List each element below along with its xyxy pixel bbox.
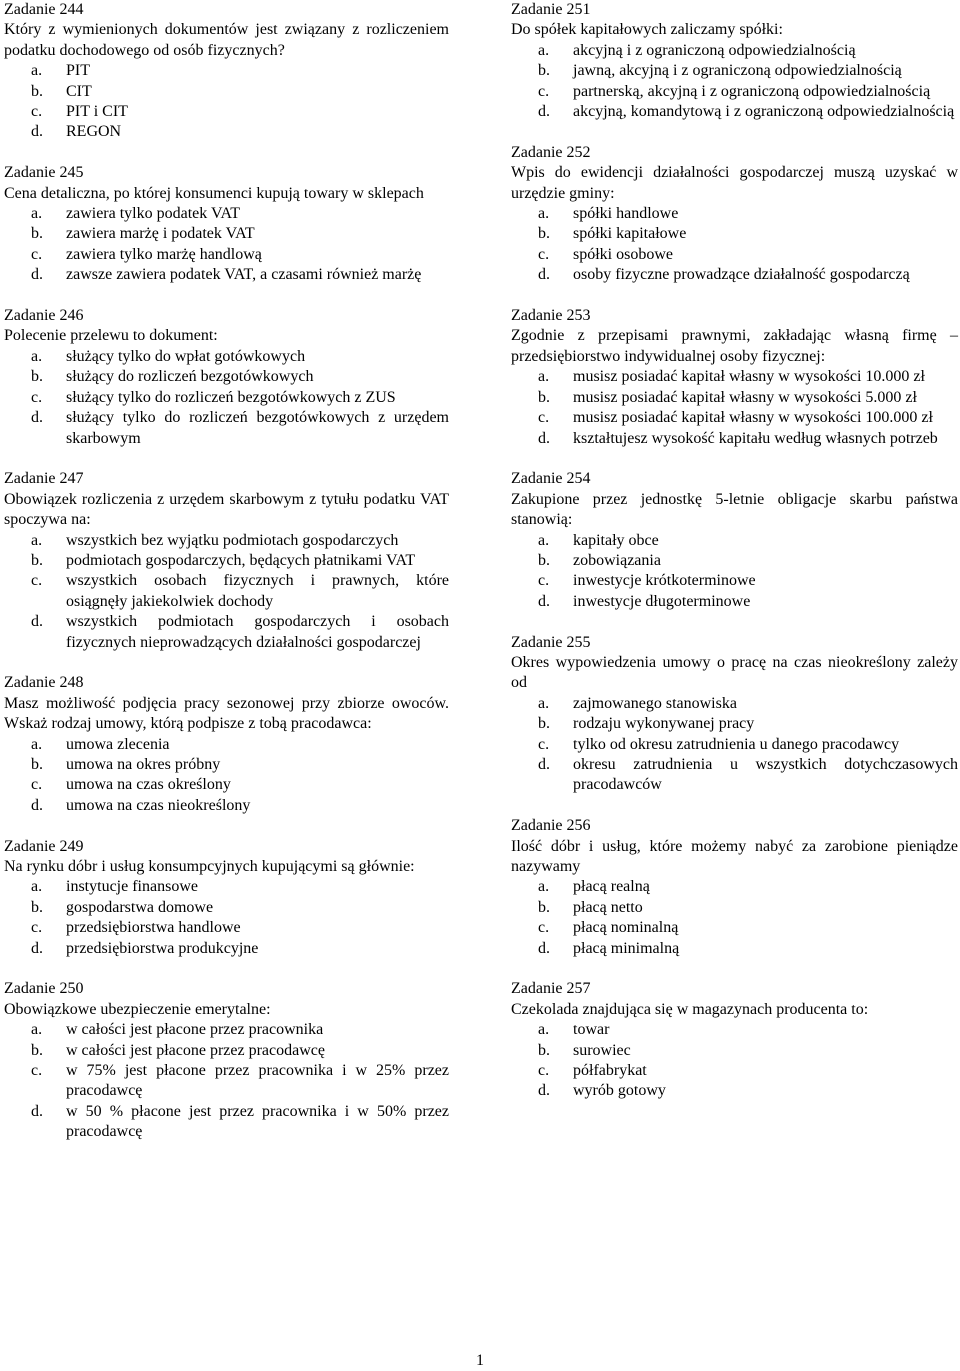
answer-option (511, 82, 958, 102)
option-text: w całości jest płacone przez pracownika (66, 1021, 324, 1039)
answer-option (4, 102, 449, 122)
task-title: Zadanie 251 (511, 1, 591, 18)
option-letter: b. (538, 388, 550, 406)
answer-option (511, 367, 958, 387)
option-letter: a. (538, 205, 550, 223)
task-question: Ilość dóbr i usług, które możemy nabyć za zarobione pieniądze nazywamy (511, 837, 958, 875)
option-text: spółki kapitałowe (573, 225, 687, 243)
option-text: służący tylko do rozliczeń bezgotówkowych z urzędem skarbowym (66, 409, 449, 447)
answer-option (4, 367, 449, 387)
answer-option (511, 755, 958, 796)
option-letter: a. (31, 878, 43, 896)
task-question: Okres wypowiedzenia umowy o pracę na czas nieokreślony zależy od (511, 653, 958, 692)
option-text: umowa zlecenia (66, 735, 170, 753)
option-text: akcyjną, komandytową i z ograniczoną odpowiedzialnością (573, 103, 955, 121)
option-text: PIT i CIT (66, 103, 128, 121)
page-number: 1 (476, 1352, 484, 1369)
answer-option (511, 224, 958, 244)
answer-option (4, 1020, 449, 1040)
answer-option (4, 408, 449, 449)
option-text: musisz posiadać kapitał własny w wysokości 5.000 zł (573, 388, 917, 406)
answer-option (511, 592, 958, 612)
option-letter: b. (31, 551, 43, 569)
task-question: Cena detaliczna, po której konsumenci kupują towary w sklepach (4, 184, 424, 202)
task (511, 143, 958, 286)
option-letter: a. (31, 1021, 43, 1039)
answer-options (511, 694, 958, 796)
option-text: rodzaju wykonywanej pracy (573, 715, 755, 733)
option-letter: c. (31, 245, 43, 263)
option-letter: d. (538, 939, 550, 957)
answer-option (4, 122, 449, 142)
option-letter: d. (31, 796, 43, 814)
task (4, 469, 449, 653)
task-question: Czekolada znajdująca się w magazynach producenta to: (511, 1000, 869, 1018)
answer-option (511, 1041, 958, 1061)
task-title: Zadanie 255 (511, 633, 591, 651)
option-letter: a. (31, 531, 43, 549)
answer-option (511, 877, 958, 897)
option-text: surowiec (573, 1041, 631, 1059)
answer-option (511, 204, 958, 224)
answer-options (511, 41, 958, 123)
option-text: przedsiębiorstwa produkcyjne (66, 939, 259, 957)
task (4, 0, 449, 143)
option-letter: b. (538, 551, 550, 569)
option-letter: d. (31, 123, 43, 141)
answer-option (511, 571, 958, 591)
answer-option (4, 796, 449, 816)
option-text: kształtujesz wysokość kapitału według własnych potrzeb (573, 429, 938, 447)
task-title: Zadanie 252 (511, 143, 591, 161)
option-letter: d. (538, 429, 550, 447)
answer-options (4, 531, 449, 653)
left-column (4, 0, 449, 1163)
answer-option (4, 347, 449, 367)
task-question: Do spółek kapitałowych zaliczamy spółki: (511, 21, 783, 39)
option-letter: a. (538, 1021, 550, 1039)
option-text: zawiera tylko marżę handlową (66, 245, 262, 263)
answer-option (4, 265, 449, 285)
option-letter: a. (538, 368, 550, 386)
answer-option (4, 82, 449, 102)
option-text: umowa na okres próbny (66, 755, 221, 773)
answer-option (4, 245, 449, 265)
option-letter: c. (31, 776, 43, 794)
option-text: zajmowanego stanowiska (573, 694, 737, 712)
task-title: Zadanie 247 (4, 470, 84, 488)
answer-option (4, 1061, 449, 1102)
answer-option (511, 1020, 958, 1040)
option-text: półfabrykat (573, 1062, 647, 1080)
option-text: płacą netto (573, 898, 643, 916)
option-text: musisz posiadać kapitał własny w wysokości 10.000 zł (573, 368, 925, 386)
task-question: Zgodnie z przepisami prawnymi, zakładając własną firmę – przedsiębiorstwo indywidualnej osoby fizycznej: (511, 327, 958, 365)
task-title: Zadanie 248 (4, 674, 84, 692)
option-letter: d. (538, 103, 550, 121)
task (4, 673, 449, 816)
answer-options (4, 347, 449, 449)
option-text: zawsze zawiera podatek VAT, a czasami również marżę (66, 266, 422, 284)
option-letter: b. (538, 225, 550, 243)
task-question: Wpis do ewidencji działalności gospodarczej muszą uzyskać w urzędzie gminy: (511, 164, 958, 202)
option-text: PIT (66, 62, 90, 80)
answer-options (4, 61, 449, 143)
option-text: w 50 % płacone jest przez pracownika i w 50% przez pracodawcę (66, 1102, 449, 1141)
answer-option (4, 61, 449, 81)
option-letter: a. (538, 878, 550, 896)
option-text: partnerską, akcyjną i z ograniczoną odpowiedzialnością (573, 82, 931, 100)
task-title: Zadanie 250 (4, 980, 84, 998)
option-text: w 75% jest płacone przez pracownika i w 25% przez pracodawcę (66, 1062, 449, 1100)
answer-option (511, 61, 958, 81)
option-text: służący tylko do rozliczeń bezgotówkowych z ZUS (66, 388, 396, 406)
task-question: Masz możliwość podjęcia pracy sezonowej przy zbiorze owoców. Wskaż rodzaj umowy, którą podpisze z tobą pracodawca: (4, 694, 449, 733)
answer-option (511, 265, 958, 285)
option-text: inwestycje krótkoterminowe (573, 572, 756, 590)
option-text: CIT (66, 82, 92, 100)
answer-option (511, 102, 958, 122)
answer-option (511, 408, 958, 428)
option-text: REGON (66, 123, 122, 141)
option-letter: b. (31, 1041, 43, 1059)
option-letter: c. (31, 103, 43, 121)
option-text: inwestycje długoterminowe (573, 592, 751, 610)
option-letter: c. (538, 1062, 550, 1080)
option-letter: c. (538, 82, 550, 100)
option-text: osoby fizyczne prowadzące działalność gospodarczą (573, 266, 910, 284)
option-text: płacą realną (573, 878, 650, 896)
option-text: przedsiębiorstwa handlowe (66, 919, 241, 937)
task (511, 979, 958, 1101)
task-title: Zadanie 246 (4, 307, 84, 325)
option-text: spółki osobowe (573, 245, 673, 263)
answer-option (511, 245, 958, 265)
task (511, 469, 958, 612)
option-text: tylko od okresu zatrudnienia u danego pracodawcy (573, 735, 900, 753)
task-question: Zakupione przez jednostkę 5-letnie obligacje skarbu państwa stanowią: (511, 490, 958, 529)
option-letter: b. (31, 368, 43, 386)
answer-option (511, 551, 958, 571)
task-question: Obowiązek rozliczenia z urzędem skarbowym z tytułu podatku VAT spoczywa na: (4, 490, 449, 529)
option-letter: c. (538, 572, 550, 590)
answer-option (4, 1041, 449, 1061)
answer-option (4, 775, 449, 795)
option-text: podmiotach gospodarczych, będących płatnikami VAT (66, 551, 416, 569)
option-letter: a. (31, 735, 43, 753)
option-letter: b. (31, 225, 43, 243)
task (4, 163, 449, 285)
task-question: Który z wymienionych dokumentów jest związany z rozliczeniem podatku dochodowego od osób fizycznych? (4, 21, 449, 59)
option-letter: a. (31, 347, 43, 365)
answer-options (511, 531, 958, 613)
option-letter: c. (538, 735, 550, 753)
answer-option (4, 571, 449, 612)
task (511, 816, 958, 959)
option-text: musisz posiadać kapitał własny w wysokości 100.000 zł (573, 409, 933, 427)
answer-options (511, 367, 958, 449)
task-question: Na rynku dóbr i usług konsumpcyjnych kupującymi są głównie: (4, 857, 415, 875)
answer-options (511, 204, 958, 286)
task-question: Polecenie przelewu to dokument: (4, 327, 218, 345)
task (511, 306, 958, 449)
answer-option (511, 939, 958, 959)
option-text: służący tylko do wpłat gotówkowych (66, 347, 306, 365)
task (511, 633, 958, 796)
option-letter: c. (31, 388, 43, 406)
option-text: wyrób gotowy (573, 1082, 666, 1100)
answer-option (4, 224, 449, 244)
option-text: płacą minimalną (573, 939, 680, 957)
answer-option (511, 1061, 958, 1081)
option-text: gospodarstwa domowe (66, 898, 214, 916)
option-letter: d. (538, 1082, 550, 1100)
answer-option (511, 1081, 958, 1101)
option-text: instytucje finansowe (66, 878, 198, 896)
option-text: jawną, akcyjną i z ograniczoną odpowiedzialnością (573, 62, 902, 80)
option-letter: a. (31, 62, 43, 80)
answer-options (4, 204, 449, 286)
option-letter: b. (31, 755, 43, 773)
answer-option (511, 41, 958, 61)
answer-options (511, 877, 958, 959)
option-letter: d. (31, 613, 43, 631)
option-letter: a. (538, 694, 550, 712)
right-column (511, 0, 958, 1122)
answer-option (511, 735, 958, 755)
task (4, 979, 449, 1142)
answer-option (511, 694, 958, 714)
option-letter: c. (538, 409, 550, 427)
option-letter: b. (31, 82, 43, 100)
option-letter: a. (538, 531, 550, 549)
option-text: umowa na czas nieokreślony (66, 796, 251, 814)
answer-option (4, 939, 449, 959)
answer-option (4, 877, 449, 897)
option-text: akcyjną i z ograniczoną odpowiedzialnością (573, 41, 856, 59)
option-letter: a. (31, 205, 43, 223)
option-text: w całości jest płacone przez pracodawcę (66, 1041, 325, 1059)
option-letter: c. (31, 572, 43, 590)
option-text: służący do rozliczeń bezgotówkowych (66, 368, 314, 386)
option-text: zawiera marżę i podatek VAT (66, 225, 255, 243)
option-letter: c. (538, 245, 550, 263)
task-title: Zadanie 256 (511, 817, 591, 835)
option-letter: d. (31, 409, 43, 427)
option-letter: d. (31, 266, 43, 284)
option-text: kapitały obce (573, 531, 659, 549)
option-letter: b. (538, 1041, 550, 1059)
option-letter: b. (538, 62, 550, 80)
answer-option (4, 551, 449, 571)
answer-option (4, 1102, 449, 1143)
answer-option (4, 918, 449, 938)
option-letter: b. (538, 715, 550, 733)
option-letter: d. (538, 266, 550, 284)
option-text: spółki handlowe (573, 205, 679, 223)
answer-option (4, 898, 449, 918)
answer-option (511, 714, 958, 734)
option-letter: d. (538, 592, 550, 610)
option-text: płacą nominalną (573, 919, 679, 937)
option-letter: b. (538, 898, 550, 916)
option-text: wszystkich podmiotach gospodarczych i osobach fizycznych nieprowadzących działalności gospodarczej (66, 613, 449, 651)
answer-option (511, 531, 958, 551)
task-question: Obowiązkowe ubezpieczenie emerytalne: (4, 1000, 271, 1018)
answer-option (4, 735, 449, 755)
answer-option (4, 612, 449, 653)
answer-options (4, 735, 449, 817)
option-letter: b. (31, 898, 43, 916)
task (511, 0, 958, 122)
option-letter: c. (538, 919, 550, 937)
option-letter: d. (31, 1102, 43, 1120)
task-title: Zadanie 249 (4, 837, 84, 855)
answer-option (511, 898, 958, 918)
answer-option (511, 388, 958, 408)
option-letter: c. (31, 1062, 43, 1080)
option-text: umowa na czas określony (66, 776, 231, 794)
task-title: Zadanie 254 (511, 470, 591, 488)
option-letter: d. (31, 939, 43, 957)
option-text: zawiera tylko podatek VAT (66, 205, 241, 223)
task-title: Zadanie 245 (4, 164, 84, 182)
answer-options (4, 877, 449, 959)
answer-option (4, 755, 449, 775)
task-title: Zadanie 257 (511, 980, 591, 998)
task (4, 837, 449, 959)
option-letter: d. (538, 755, 550, 773)
answer-option (4, 531, 449, 551)
answer-option (511, 918, 958, 938)
task (4, 306, 449, 449)
answer-option (511, 429, 958, 449)
task-title: Zadanie 253 (511, 307, 591, 325)
option-letter: c. (31, 919, 43, 937)
answer-option (4, 204, 449, 224)
option-text: wszystkich osobach fizycznych i prawnych, które osiągnęły jakiekolwiek dochody (66, 572, 449, 610)
answer-options (511, 1020, 958, 1102)
task-title: Zadanie 244 (4, 1, 84, 18)
option-letter: a. (538, 41, 550, 59)
answer-options (4, 1020, 449, 1142)
option-text: towar (573, 1021, 610, 1039)
option-text: okresu zatrudnienia u wszystkich dotychczasowych pracodawców (573, 755, 958, 794)
answer-option (4, 388, 449, 408)
option-text: wszystkich bez wyjątku podmiotach gospodarczych (66, 531, 399, 549)
option-text: zobowiązania (573, 551, 661, 569)
